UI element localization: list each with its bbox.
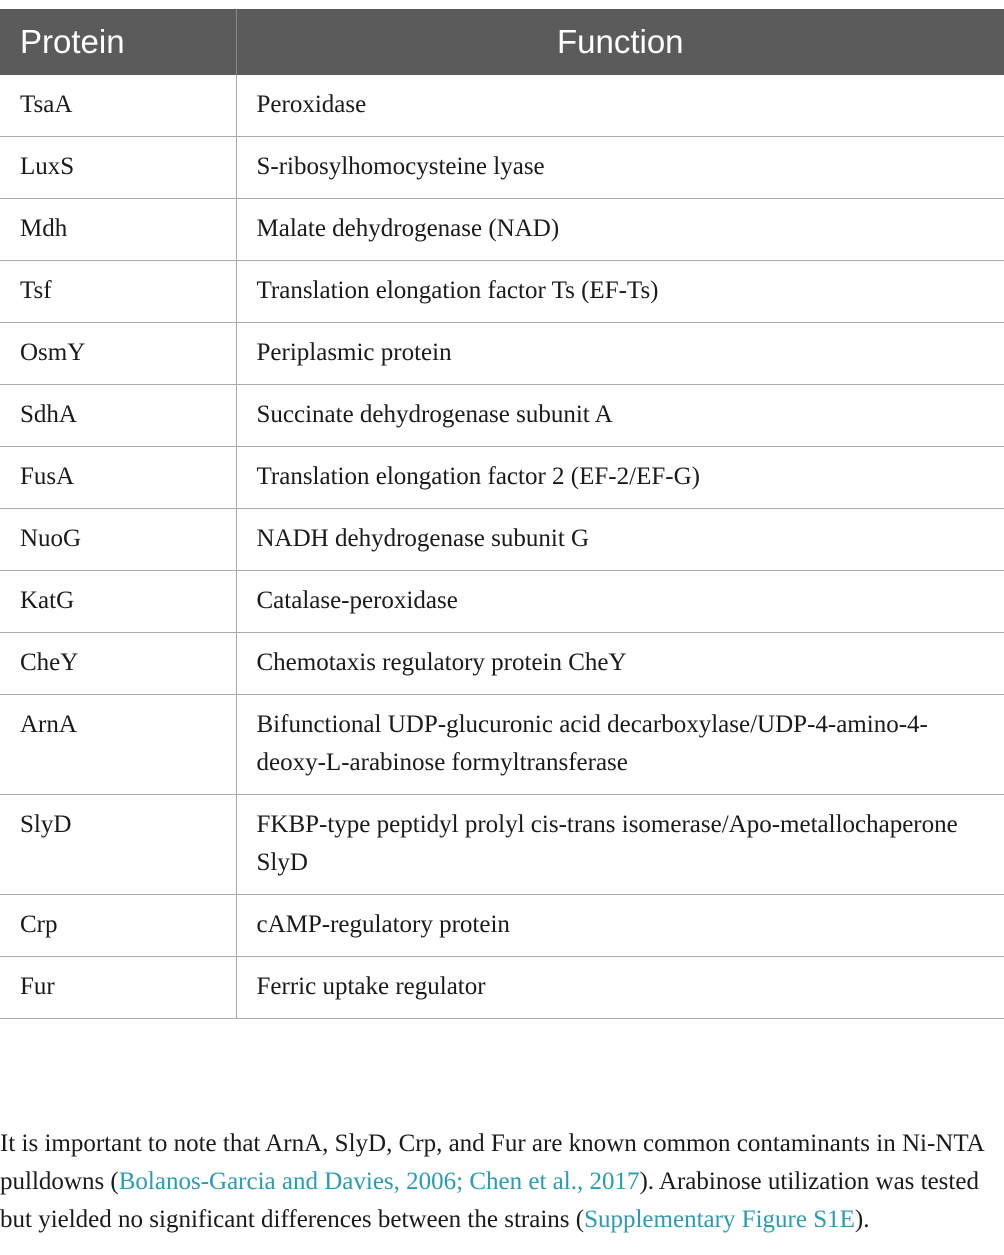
table-row: [0, 261, 1004, 323]
function-cell: cAMP-regulatory protein: [236, 895, 1004, 957]
protein-cell: Mdh: [0, 199, 236, 261]
table-row: [0, 199, 1004, 261]
header-protein: Protein: [0, 9, 236, 75]
protein-cell: SlyD: [0, 795, 236, 895]
note-text-3: ).: [854, 1206, 870, 1233]
table-row: [0, 385, 1004, 447]
table-row: [0, 695, 1004, 795]
function-cell: NADH dehydrogenase subunit G: [236, 509, 1004, 571]
protein-cell: FusA: [0, 447, 236, 509]
protein-cell: KatG: [0, 571, 236, 633]
function-cell: Translation elongation factor Ts (EF-Ts): [236, 261, 1004, 323]
protein-cell: Fur: [0, 957, 236, 1019]
function-cell: Peroxidase: [236, 75, 1004, 137]
function-cell: Catalase-peroxidase: [236, 571, 1004, 633]
table-body: [0, 75, 1004, 1019]
table-row: [0, 957, 1004, 1019]
citation-link[interactable]: Bolanos-Garcia and Davies, 2006; Chen et al., 2017: [118, 1168, 640, 1195]
function-cell: Ferric uptake regulator: [236, 957, 1004, 1019]
protein-cell: OsmY: [0, 323, 236, 385]
function-cell: Malate dehydrogenase (NAD): [236, 199, 1004, 261]
function-cell: Chemotaxis regulatory protein CheY: [236, 633, 1004, 695]
function-cell: Succinate dehydrogenase subunit A: [236, 385, 1004, 447]
table-row: [0, 571, 1004, 633]
function-cell: Translation elongation factor 2 (EF-2/EF-G): [236, 447, 1004, 509]
function-cell: Bifunctional UDP-glucuronic acid decarboxylase/UDP-4-amino-4-deoxy-L-arabinose formyltransferase: [236, 695, 1004, 795]
header-function: Function: [556, 23, 684, 60]
function-cell: Periplasmic protein: [236, 323, 1004, 385]
table-row: [0, 633, 1004, 695]
protein-cell: ArnA: [0, 695, 236, 795]
protein-cell: NuoG: [0, 509, 236, 571]
note-text-1: It is important to note that ArnA, SlyD, Crp, and Fur are known common contaminants in Ni-NTA pulldowns (: [0, 1130, 984, 1195]
protein-cell: LuxS: [0, 137, 236, 199]
protein-cell: CheY: [0, 633, 236, 695]
function-cell: S-ribosylhomocysteine lyase: [236, 137, 1004, 199]
body-paragraph: [0, 1125, 990, 1239]
protein-function-table: [0, 9, 1004, 1019]
supplementary-figure-link[interactable]: Supplementary Figure S1E: [584, 1206, 855, 1233]
table-header-row: [0, 9, 1004, 75]
protein-cell: Tsf: [0, 261, 236, 323]
note-text-2: ). Arabinose utilization was tested but yielded no significant differences between the strains (: [0, 1168, 979, 1233]
table-row: [0, 795, 1004, 895]
table-row: [0, 895, 1004, 957]
table-row: [0, 137, 1004, 199]
protein-cell: Crp: [0, 895, 236, 957]
protein-cell: SdhA: [0, 385, 236, 447]
table-row: [0, 509, 1004, 571]
table-row: [0, 447, 1004, 509]
protein-cell: TsaA: [0, 75, 236, 137]
function-cell: FKBP-type peptidyl prolyl cis-trans isomerase/Apo-metallochaperone SlyD: [236, 795, 1004, 895]
table-row: [0, 323, 1004, 385]
table-row: [0, 75, 1004, 137]
